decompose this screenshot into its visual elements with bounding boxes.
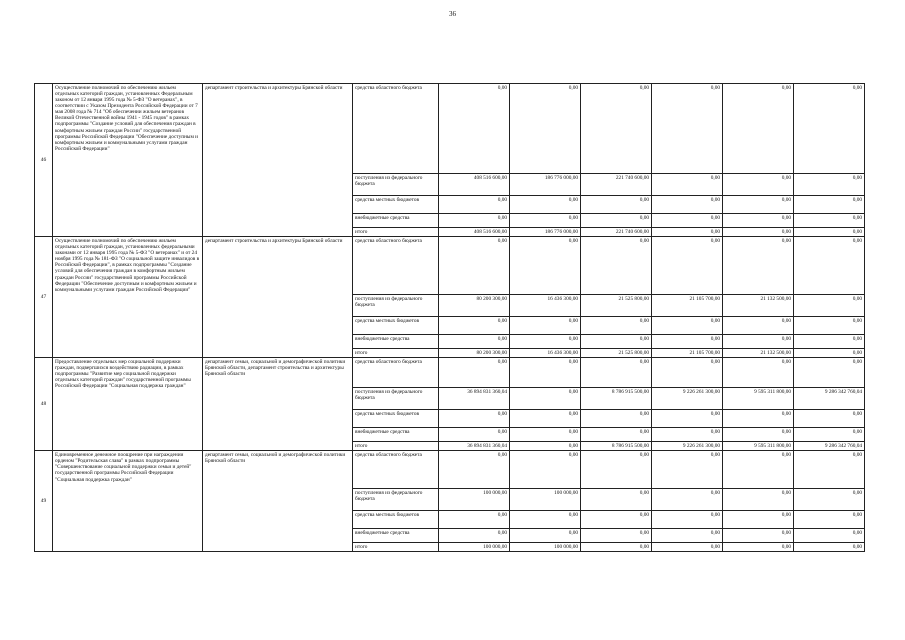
funding-source: средства местных бюджетов — [353, 317, 439, 335]
amount-cell: 0,00 — [652, 358, 723, 388]
amount-cell: 0,00 — [794, 529, 865, 543]
page-number: 36 — [449, 10, 456, 18]
amount-cell: 0,00 — [794, 196, 865, 214]
amount-cell: 0,00 — [581, 317, 652, 335]
amount-cell: 0,00 — [581, 428, 652, 442]
amount-cell: 0,00 — [439, 317, 510, 335]
amount-cell: 0,00 — [794, 511, 865, 529]
amount-cell: 0,00 — [510, 410, 581, 428]
table-row — [35, 451, 865, 489]
amount-cell: 0,00 — [652, 335, 723, 349]
amount-cell: 21 525 800,00 — [581, 349, 652, 358]
funding-source: средства областного бюджета — [353, 84, 439, 174]
amount-cell: 0,00 — [510, 388, 581, 410]
amount-cell: 0,00 — [652, 237, 723, 295]
funding-source: поступления из федерального бюджета — [353, 295, 439, 317]
amount-cell: 0,00 — [581, 511, 652, 529]
amount-cell: 0,00 — [510, 358, 581, 388]
funding-source: внебюджетные средства — [353, 529, 439, 543]
amount-cell: 0,00 — [794, 489, 865, 511]
amount-cell: 408 516 600,00 — [439, 174, 510, 196]
amount-cell: 0,00 — [581, 84, 652, 174]
amount-cell: 0,00 — [652, 84, 723, 174]
amount-cell: 0,00 — [652, 428, 723, 442]
amount-cell: 0,00 — [794, 317, 865, 335]
amount-cell: 0,00 — [439, 358, 510, 388]
amount-cell: 0,00 — [652, 214, 723, 228]
executor: департамент семьи, социальной и демографической политики Брянской области — [203, 451, 353, 552]
amount-cell: 0,00 — [723, 511, 794, 529]
amount-cell: 21 132 500,00 — [723, 295, 794, 317]
funding-source: итого — [353, 543, 439, 552]
funding-source: средства местных бюджетов — [353, 196, 439, 214]
amount-cell: 0,00 — [652, 543, 723, 552]
amount-cell: 0,00 — [510, 214, 581, 228]
amount-cell: 408 516 600,00 — [439, 228, 510, 237]
amount-cell: 9 226 261 300,00 — [652, 442, 723, 451]
row-number: 49 — [35, 451, 53, 552]
measure-description: Единовременное денежное поощрение при награждении орденом "Родительская слава" в рамках подпрограммы "Совершенствование социальной поддержки семьи и детей" государственной программы Российской Федерации "Социальная поддержка граждан" — [53, 451, 203, 552]
amount-cell: 0,00 — [581, 543, 652, 552]
amount-cell: 9 286 342 760,04 — [794, 442, 865, 451]
table-row — [35, 358, 865, 388]
amount-cell: 0,00 — [794, 335, 865, 349]
amount-cell: 0,00 — [581, 335, 652, 349]
amount-cell: 0,00 — [510, 511, 581, 529]
measure-description: Предоставление отдельных мер социальной поддержки граждан, подвергшихся воздействию радиации, в рамках подпрограммы "Развитие мер социальной поддержки отдельных категорий граждан" государственной программы Российской Федерации "Социальная поддержка граждан" — [53, 358, 203, 451]
amount-cell: 0,00 — [439, 529, 510, 543]
amount-cell: 0,00 — [581, 237, 652, 295]
amount-cell: 0,00 — [723, 214, 794, 228]
amount-cell: 186 776 000,00 — [510, 228, 581, 237]
funding-source: внебюджетные средства — [353, 428, 439, 442]
executor: департамент строительства и архитектуры Брянской области — [203, 84, 353, 237]
amount-cell: 0,00 — [581, 196, 652, 214]
amount-cell: 21 105 700,00 — [652, 349, 723, 358]
amount-cell: 0,00 — [794, 428, 865, 442]
table-row — [35, 237, 865, 295]
amount-cell: 0,00 — [794, 237, 865, 295]
executor: департамент семьи, социальной и демографической политики Брянской области, департамент строительства и архитектуры Брянской области — [203, 358, 353, 451]
amount-cell: 0,00 — [439, 428, 510, 442]
amount-cell: 0,00 — [510, 84, 581, 174]
amount-cell: 0,00 — [794, 295, 865, 317]
amount-cell: 0,00 — [581, 529, 652, 543]
funding-source: итого — [353, 228, 439, 237]
amount-cell: 0,00 — [510, 428, 581, 442]
amount-cell: 0,00 — [510, 529, 581, 543]
amount-cell: 0,00 — [581, 489, 652, 511]
amount-cell: 0,00 — [652, 511, 723, 529]
amount-cell: 0,00 — [439, 410, 510, 428]
amount-cell: 0,00 — [794, 228, 865, 237]
amount-cell: 36 894 831 360,04 — [439, 442, 510, 451]
amount-cell: 0,00 — [723, 174, 794, 196]
amount-cell: 21 105 700,00 — [652, 295, 723, 317]
amount-cell: 0,00 — [723, 237, 794, 295]
amount-cell: 0,00 — [581, 214, 652, 228]
amount-cell: 100 000,00 — [439, 489, 510, 511]
amount-cell: 0,00 — [439, 511, 510, 529]
funding-source: средства местных бюджетов — [353, 410, 439, 428]
amount-cell: 0,00 — [723, 410, 794, 428]
amount-cell: 0,00 — [723, 228, 794, 237]
amount-cell: 0,00 — [510, 196, 581, 214]
amount-cell: 0,00 — [510, 451, 581, 489]
amount-cell: 0,00 — [581, 410, 652, 428]
funding-source: средства местных бюджетов — [353, 511, 439, 529]
amount-cell: 100 000,00 — [510, 543, 581, 552]
table-body — [35, 84, 865, 552]
amount-cell: 0,00 — [723, 529, 794, 543]
amount-cell: 0,00 — [652, 196, 723, 214]
amount-cell: 0,00 — [652, 174, 723, 196]
amount-cell: 0,00 — [794, 543, 865, 552]
amount-cell: 21 525 800,00 — [581, 295, 652, 317]
amount-cell: 186 776 000,00 — [510, 174, 581, 196]
amount-cell: 0,00 — [439, 237, 510, 295]
amount-cell: 0,00 — [652, 410, 723, 428]
amount-cell: 0,00 — [439, 335, 510, 349]
amount-cell: 0,00 — [581, 451, 652, 489]
amount-cell: 0,00 — [510, 237, 581, 295]
funding-source: средства областного бюджета — [353, 237, 439, 295]
funding-source: средства областного бюджета — [353, 358, 439, 388]
row-number: 48 — [35, 358, 53, 451]
amount-cell: 16 436 300,00 — [510, 349, 581, 358]
funding-source: внебюджетные средства — [353, 335, 439, 349]
amount-cell: 9 286 342 760,04 — [794, 388, 865, 410]
amount-cell: 0,00 — [794, 358, 865, 388]
amount-cell: 0,00 — [652, 451, 723, 489]
amount-cell: 8 786 915 500,00 — [581, 388, 652, 410]
amount-cell: 0,00 — [794, 84, 865, 174]
measure-description: Осуществление полномочий по обеспечению жильем отдельных категорий граждан, установленных федеральными законами от 12 января 1995 года № 5-ФЗ "О ветеранах" и от 24 ноября 1995 года № 181-ФЗ "О социальной защите инвалидов в Российской Федерации", в рамках подпрограммы "Создание условий для обеспечения граждан в комфортным жильем граждан России" государственной программы Российской Федерации "Обеспечение доступным и комфортным жильем и коммунальными услугами граждан Российской Федерации" — [53, 237, 203, 358]
funding-source: средства областного бюджета — [353, 451, 439, 489]
amount-cell: 0,00 — [723, 489, 794, 511]
amount-cell: 8 786 915 500,00 — [581, 442, 652, 451]
amount-cell: 80 200 300,00 — [439, 295, 510, 317]
amount-cell: 0,00 — [794, 349, 865, 358]
amount-cell: 221 740 600,00 — [581, 228, 652, 237]
amount-cell: 9 226 261 300,00 — [652, 388, 723, 410]
amount-cell: 0,00 — [723, 317, 794, 335]
funding-table — [34, 83, 865, 552]
amount-cell: 0,00 — [510, 442, 581, 451]
funding-source: итого — [353, 349, 439, 358]
amount-cell: 0,00 — [723, 196, 794, 214]
measure-description: Осуществление полномочий по обеспечению жильем отдельных категорий граждан, установленных Федеральным законом от 12 января 1995 года № 5-ФЗ "О ветеранах", в соответствии с Указом Президента Российской Федерации от 7 мая 2008 года № 714 "Об обеспечении жильем ветеранов Великой Отечественной войны 1941 - 1945 годов" в рамках подпрограммы "Создание условий для обеспечения граждан в комфортным жильем граждан России" государственной программы Российской Федерации "Обеспечение доступным и комфортным жильем и коммунальными услугами граждан Российской Федерации" — [53, 84, 203, 237]
amount-cell: 0,00 — [439, 451, 510, 489]
amount-cell: 0,00 — [652, 489, 723, 511]
funding-source: поступления из федерального бюджета — [353, 489, 439, 511]
amount-cell: 80 200 300,00 — [439, 349, 510, 358]
amount-cell: 0,00 — [723, 451, 794, 489]
amount-cell: 0,00 — [794, 451, 865, 489]
amount-cell: 21 132 500,00 — [723, 349, 794, 358]
amount-cell: 221 740 600,00 — [581, 174, 652, 196]
amount-cell: 9 595 311 800,00 — [723, 442, 794, 451]
amount-cell: 100 000,00 — [439, 543, 510, 552]
amount-cell: 0,00 — [723, 543, 794, 552]
row-number: 46 — [35, 84, 53, 237]
table-row — [35, 84, 865, 174]
amount-cell: 0,00 — [510, 335, 581, 349]
funding-source: поступления из федерального бюджета — [353, 174, 439, 196]
amount-cell: 0,00 — [652, 228, 723, 237]
amount-cell: 0,00 — [652, 317, 723, 335]
amount-cell: 0,00 — [723, 428, 794, 442]
amount-cell: 0,00 — [794, 410, 865, 428]
funding-source: внебюджетные средства — [353, 214, 439, 228]
amount-cell: 0,00 — [581, 358, 652, 388]
amount-cell: 16 436 300,00 — [510, 295, 581, 317]
amount-cell: 0,00 — [794, 174, 865, 196]
amount-cell: 0,00 — [723, 84, 794, 174]
executor: департамент строительства и архитектуры Брянской области — [203, 237, 353, 358]
funding-source: итого — [353, 442, 439, 451]
amount-cell: 0,00 — [723, 358, 794, 388]
amount-cell: 0,00 — [439, 84, 510, 174]
amount-cell: 0,00 — [794, 214, 865, 228]
amount-cell: 9 595 311 800,00 — [723, 388, 794, 410]
amount-cell: 0,00 — [439, 214, 510, 228]
amount-cell: 0,00 — [723, 335, 794, 349]
amount-cell: 0,00 — [439, 196, 510, 214]
funding-source: поступления из федерального бюджета — [353, 388, 439, 410]
row-number: 47 — [35, 237, 53, 358]
amount-cell: 100 000,00 — [510, 489, 581, 511]
amount-cell: 36 894 831 360,04 — [439, 388, 510, 410]
amount-cell: 0,00 — [652, 529, 723, 543]
amount-cell: 0,00 — [510, 317, 581, 335]
